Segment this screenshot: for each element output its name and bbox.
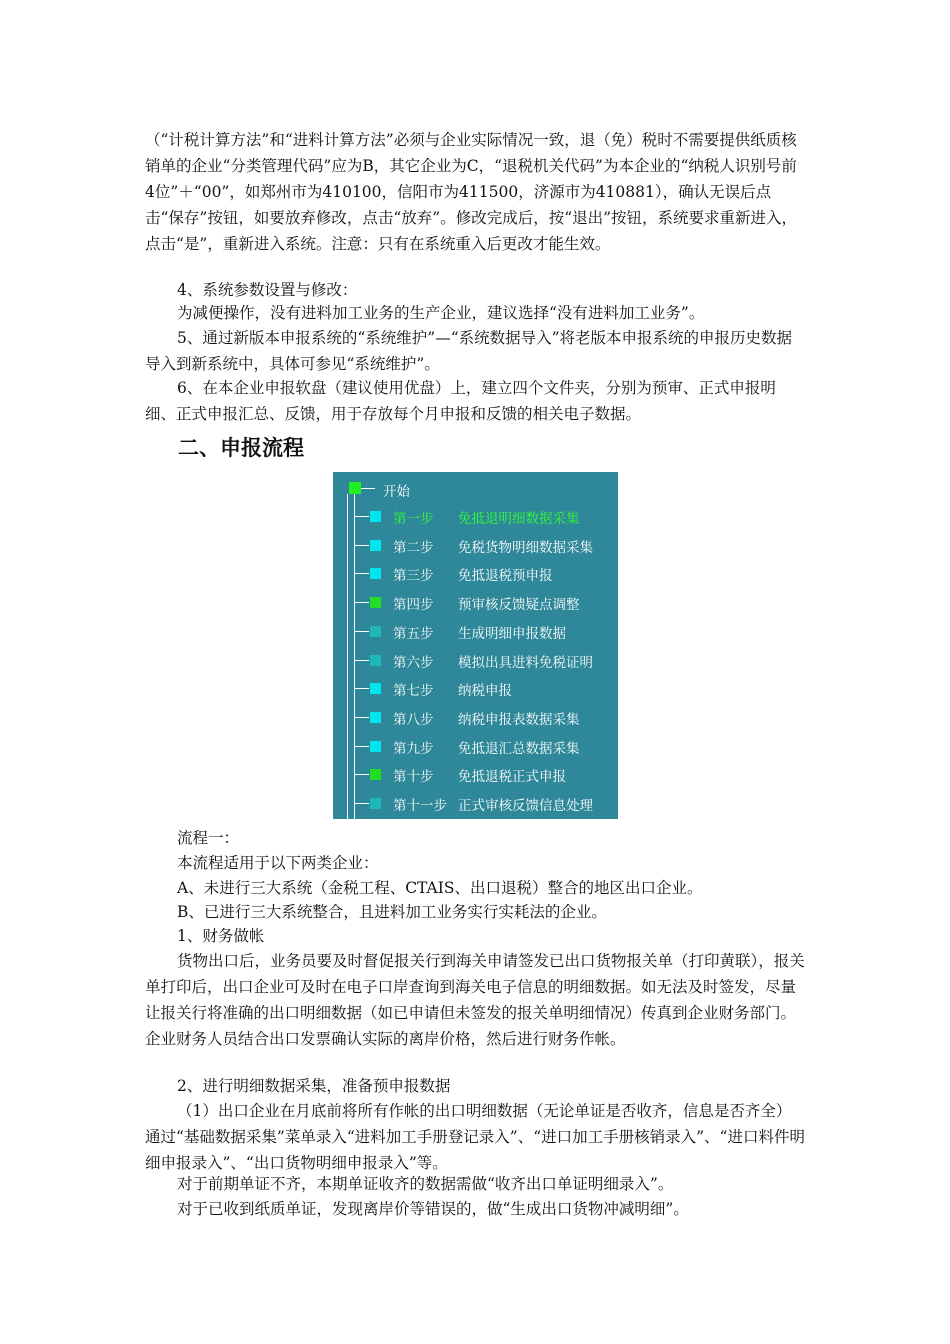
flow-step-label[interactable]: 第十步	[393, 769, 434, 785]
flow-step-title[interactable]: 纳税申报	[458, 683, 512, 699]
step-connector	[355, 516, 369, 517]
flow-step-label[interactable]: 第二步	[393, 540, 434, 556]
root-node-icon	[349, 482, 361, 494]
item6-paragraph: 6、在本企业申报软盘（建议使用优盘）上，建立四个文件夹，分别为预审、正式申报明细、正式申报汇总、反馈，用于存放每个月申报和反馈的相关电子数据。	[145, 379, 776, 423]
flow-step-label[interactable]: 第一步	[393, 511, 434, 527]
flow-step-title[interactable]: 模拟出具进料免税证明	[458, 655, 593, 671]
step-connector	[355, 545, 369, 546]
step-connector	[355, 803, 369, 804]
flow1-b: B、已进行三大系统整合，且进料加工业务实行实耗法的企业。	[177, 903, 607, 921]
step-connector	[355, 774, 369, 775]
flow-root-label: 开始	[383, 484, 410, 500]
flow-step-title[interactable]: 免税货物明细数据采集	[458, 540, 593, 556]
flow-step-label[interactable]: 第五步	[393, 626, 434, 642]
flow-step-title[interactable]: 免抵退汇总数据采集	[458, 741, 580, 757]
step1-body: 货物出口后，业务员要及时督促报关行到海关申请签发已出口货物报关单（打印黄联），报关单打印后，出口企业可及时在电子口岸查询到海关电子信息的明细数据。如无法及时签发，尽量让报关行将准确的出口明细数据（如已申请但未签发的报关单明细情况）传真到企业财务部门。企业财务人员结合出口发票确认实际的离岸价格，然后进行财务作帐。	[145, 952, 805, 1048]
tree-line-outer	[347, 494, 348, 819]
step-node-icon	[370, 568, 381, 579]
flow-step-title[interactable]: 免抵退税正式申报	[458, 769, 566, 785]
flow-step-title[interactable]: 免抵退明细数据采集	[458, 511, 580, 527]
step-node-icon	[370, 511, 381, 522]
step2-title: 2、进行明细数据采集，准备预申报数据	[177, 1077, 451, 1095]
item5-paragraph: 5、通过新版本申报系统的“系统维护”—“系统数据导入”将老版本申报系统的申报历史数据导入到新系统中，具体可参见“系统维护”。	[145, 329, 793, 373]
flow1-intro: 本流程适用于以下两类企业：	[177, 854, 379, 872]
step-node-icon	[370, 626, 381, 637]
item4-title: 4、系统参数设置与修改：	[177, 281, 358, 299]
step-node-icon	[370, 741, 381, 752]
section-heading: 二、申报流程	[178, 436, 304, 460]
step2-note2: 对于已收到纸质单证，发现离岸价等错误的，做“生成出口货物冲减明细”。	[177, 1200, 689, 1218]
step-connector	[355, 631, 369, 632]
step-node-icon	[370, 540, 381, 551]
flow-step-label[interactable]: 第三步	[393, 568, 434, 584]
step-connector	[355, 602, 369, 603]
tree-line-inner	[354, 488, 355, 819]
step-connector	[355, 688, 369, 689]
flow-step-title[interactable]: 预审核反馈疑点调整	[458, 597, 580, 613]
flow-step-label[interactable]: 第四步	[393, 597, 434, 613]
step-connector	[355, 717, 369, 718]
flow-step-label[interactable]: 第十一步	[393, 798, 447, 814]
flow-step-title[interactable]: 纳税申报表数据采集	[458, 712, 580, 728]
flow-step-title[interactable]: 生成明细申报数据	[458, 626, 566, 642]
step-node-icon	[370, 769, 381, 780]
item4-body: 为减便操作，没有进料加工业务的生产企业，建议选择“没有进料加工业务”。	[177, 304, 705, 322]
step-connector	[355, 660, 369, 661]
root-connector	[361, 488, 375, 489]
step-node-icon	[370, 798, 381, 809]
step1-title: 1、财务做帐	[177, 927, 265, 945]
declaration-flow-diagram	[333, 472, 618, 819]
flow-step-title[interactable]: 正式审核反馈信息处理	[458, 798, 593, 814]
step2-body: （1）出口企业在月底前将所有作帐的出口明细数据（无论单证是否收齐，信息是否齐全）通过“基础数据采集”菜单录入“进料加工手册登记录入”、“进口加工手册核销录入”、“进口料件明细申报录入”、“出口货物明细申报录入”等。	[145, 1102, 805, 1172]
step-connector	[355, 746, 369, 747]
flow1-a: A、未进行三大系统（金税工程、CTAIS、出口退税）整合的地区出口企业。	[177, 879, 703, 897]
paragraph-system-settings: （“计税计算方法”和“进料计算方法”必须与企业实际情况一致，退（免）税时不需要提供纸质核销单的企业“分类管理代码”应为B，其它企业为C，“退税机关代码”为本企业的“纳税人识别号前4位”＋“00”，如郑州市为410100，信阳市为411500，济源市为410881），确认无误后点击“保存”按钮，如要放弃修改，点击“放弃”。修改完成后，按“退出”按钮，系统要求重新进入，点击“是”，重新进入系统。注意：只有在系统重入后更改才能生效。	[145, 131, 798, 253]
flow-step-label[interactable]: 第七步	[393, 683, 434, 699]
flow-step-title[interactable]: 免抵退税预申报	[458, 568, 553, 584]
step-node-icon	[370, 655, 381, 666]
flow-step-label[interactable]: 第九步	[393, 741, 434, 757]
step2-note1: 对于前期单证不齐，本期单证收齐的数据需做“收齐出口单证明细录入”。	[177, 1175, 674, 1193]
flow1-title: 流程一：	[177, 829, 240, 847]
step-node-icon	[370, 597, 381, 608]
flow-step-label[interactable]: 第六步	[393, 655, 434, 671]
step-node-icon	[370, 712, 381, 723]
flow-step-label[interactable]: 第八步	[393, 712, 434, 728]
step-node-icon	[370, 683, 381, 694]
step-connector	[355, 573, 369, 574]
